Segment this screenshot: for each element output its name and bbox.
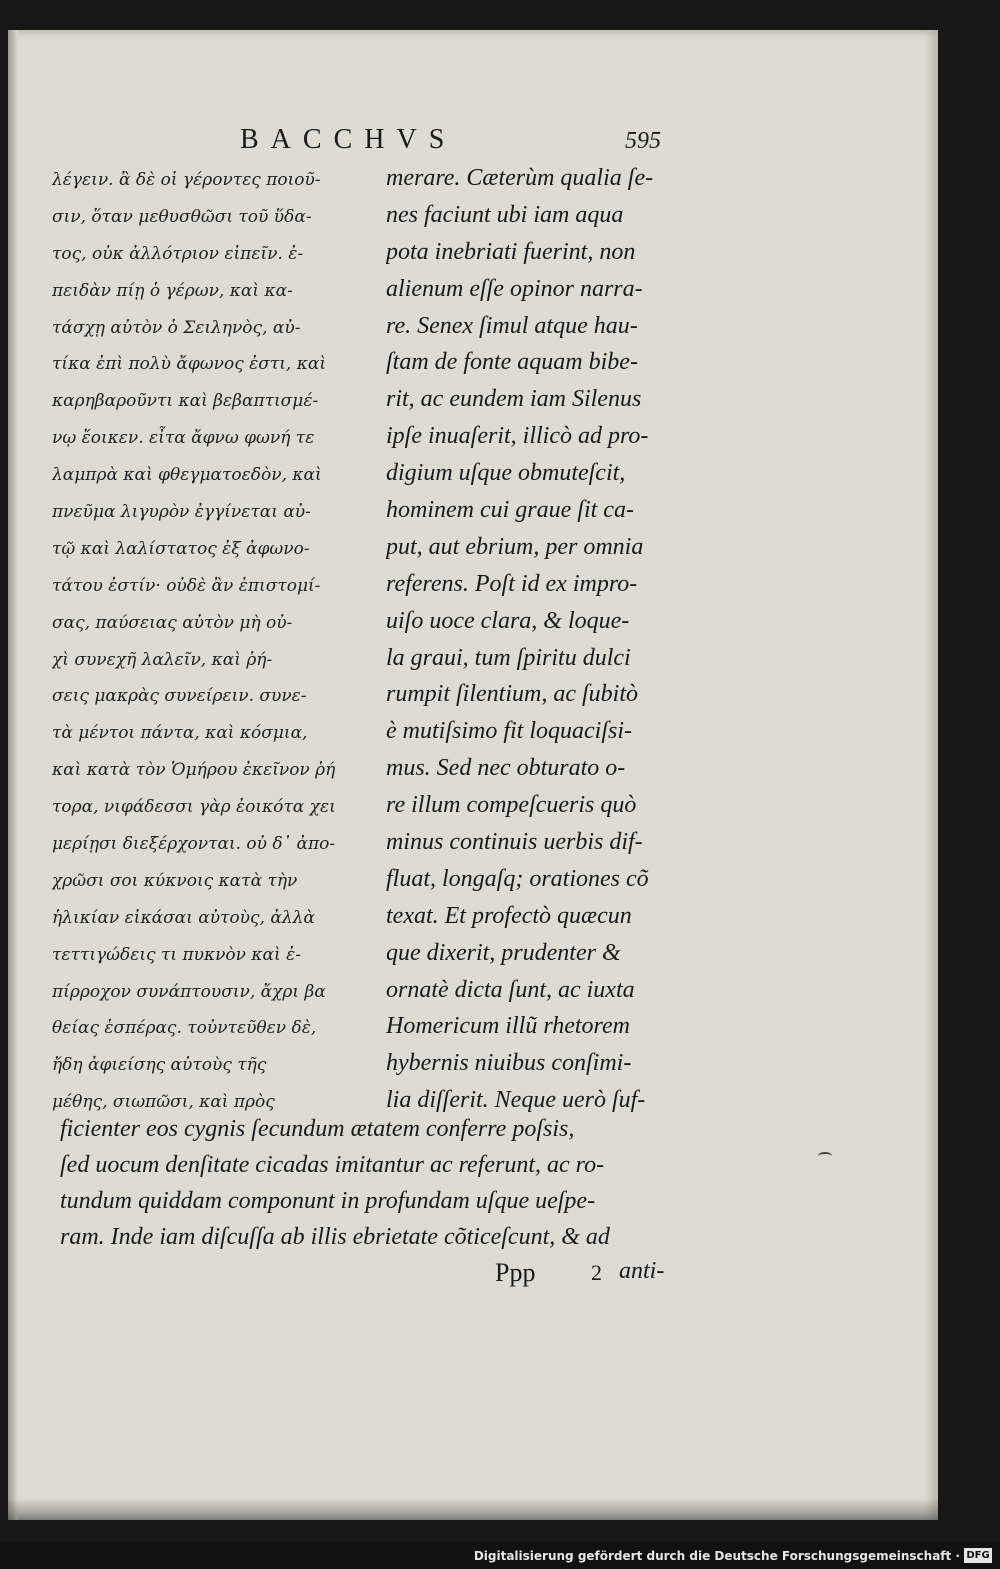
page-bottom-shadow: [8, 1498, 938, 1520]
greek-text-line: τάσχῃ αὐτὸν ὁ Σειληνὸς, αὐ-: [52, 317, 301, 338]
latin-text-line: re. Senex ſimul atque hau-: [386, 312, 638, 339]
latin-text-line: fluat, longaſq; orationes cõ: [386, 865, 649, 892]
greek-text-line: λέγειν. ἃ δὲ οἱ γέροντες ποιοῦ-: [52, 170, 321, 190]
greek-text-line: σας, παύσειας αὐτὸν μὴ οὐ-: [52, 612, 293, 633]
greek-text-line: μερίῃσι διεξέρχονται. οὐ δ᾽ ἀπο-: [52, 834, 336, 855]
latin-text-line: hominem cui graue ſit ca-: [386, 497, 634, 524]
greek-text-line: θείας ἑσπέρας. τοὐντεῦθεν δὲ,: [52, 1018, 317, 1039]
page-header: [230, 124, 730, 164]
greek-text-line: τῷ καὶ λαλίστατος ἐξ ἀφωνο-: [52, 538, 310, 559]
full-width-text-line: tundum quiddam componunt in profundam uſque ueſpe-: [60, 1188, 596, 1214]
latin-text-line: lia diſſerit. Neque uerò ſuf-: [386, 1087, 646, 1114]
dfg-logo: DFG: [964, 1548, 992, 1563]
latin-text-line: alienum eſſe opinor narra-: [386, 275, 643, 302]
latin-text-line: rumpit ſilentium, ac ſubitò: [386, 681, 638, 708]
greek-text-line: πίρροχον συνάπτουσιν, ἄχρι βα: [52, 981, 326, 1002]
latin-text-line: referens. Poſt id ex impro-: [386, 570, 638, 597]
latin-text-line: è mutiſsimo fit loquaciſsi-: [386, 718, 632, 745]
latin-text-line: pota inebriati fuerint, non: [386, 238, 636, 265]
latin-text-line: mus. Sed nec obturato o-: [386, 755, 626, 782]
greek-text-line: μέθης, σιωπῶσι, καὶ πρὸς: [52, 1092, 275, 1113]
greek-text-line: σεις μακρὰς συνείρειν. συνε-: [52, 686, 307, 707]
latin-text-line: uiſo uoce clara, & loque-: [386, 607, 630, 634]
latin-text-line: Homericum illũ rhetorem: [386, 1013, 630, 1040]
greek-text-line: τίκα ἐπὶ πολὺ ἄφωνος ἐστι, καὶ: [52, 354, 327, 375]
greek-text-line: καρηβαροῦντι καὶ βεβαπτισμέ-: [52, 391, 319, 412]
greek-text-line: καὶ κατὰ τὸν Ὁμήρου ἐκεῖνον ῥή: [52, 760, 336, 781]
page-number: 595: [625, 128, 661, 154]
greek-text-line: χρῶσι σοι κύκνοις κατὰ τὴν: [52, 870, 298, 891]
latin-text-line: texat. Et profectò quæcun: [386, 902, 632, 929]
latin-text-line: rit, ac eundem iam Silenus: [386, 386, 642, 413]
latin-text-column: [386, 160, 706, 1119]
latin-text-line: put, aut ebrium, per omnia: [386, 533, 644, 560]
page-footer: [495, 1258, 715, 1298]
full-width-text-line: ficienter eos cygnis ſecundum ætatem conferre poſsis,: [60, 1116, 575, 1142]
latin-text-line: hybernis niuibus conſimi-: [386, 1050, 632, 1077]
latin-text-line: merare. Cæterùm qualia ſe-: [386, 165, 654, 191]
greek-text-line: λαμπρὰ καὶ φθεγματοεδὸν, καὶ: [52, 465, 322, 486]
latin-text-line: ipſe inuaſerit, illicò ad pro-: [386, 423, 649, 450]
greek-text-line: νῳ ἔοικεν. εἶτα ἄφνω φωνή τε: [52, 428, 315, 449]
latin-text-line: ornatè dicta ſunt, ac iuxta: [386, 976, 635, 1003]
page-gutter-edge: [8, 30, 18, 1520]
catchword: anti-: [619, 1258, 665, 1284]
signature-number: 2: [591, 1260, 602, 1285]
greek-text-line: πειδὰν πίῃ ὁ γέρων, καὶ κα-: [52, 280, 293, 301]
latin-text-line: minus continuis uerbis dif-: [386, 829, 643, 856]
greek-text-line: σιν, ὅταν μεθυσθῶσι τοῦ ὕδα-: [52, 206, 312, 227]
digitization-notice: Digitalisierung gefördert durch die Deutsche Forschungsgemeinschaft ·: [473, 1549, 960, 1563]
greek-text-line: τορα, νιφάδεσσι γὰρ ἐοικότα χει: [52, 797, 336, 818]
running-head: BACCHVS: [240, 124, 457, 155]
signature-mark: Ppp: [495, 1258, 536, 1287]
greek-text-line: τος, οὐκ ἀλλότριον εἰπεῖν. ἐ-: [52, 243, 304, 264]
latin-text-line: que dixerit, prudenter &: [386, 939, 621, 966]
ink-speck: [818, 1152, 832, 1160]
latin-text-line: la graui, tum ſpiritu dulci: [386, 644, 631, 671]
full-width-text-line: ram. Inde iam diſcuſſa ab illis ebrietate cõticeſcunt, & ad: [60, 1224, 610, 1250]
latin-text-line: nes faciunt ubi iam aqua: [386, 201, 624, 228]
greek-text-line: χὶ συνεχῆ λαλεῖν, καὶ ῥή-: [52, 649, 273, 670]
greek-text-column: [52, 162, 372, 1121]
digitization-bar: [0, 1541, 1000, 1569]
greek-text-line: ἤδη ἀφιείσης αὐτοὺς τῆς: [52, 1055, 267, 1076]
latin-text-line: re illum compeſcueris quò: [386, 792, 637, 819]
latin-text-line: ſtam de fonte aquam bibe-: [386, 349, 638, 376]
full-width-text-line: ſed uocum denſitate cicadas imitantur ac referunt, ac ro-: [60, 1152, 605, 1178]
latin-text-line: digium uſque obmuteſcit,: [386, 460, 626, 487]
greek-text-line: τάτου ἐστίν· οὐδὲ ἂν ἐπιστομί-: [52, 575, 321, 596]
greek-text-line: πνεῦμα λιγυρὸν ἐγγίνεται αὐ-: [52, 502, 311, 523]
greek-text-line: τεττιγώδεις τι πυκνὸν καὶ ἐ-: [52, 944, 301, 965]
greek-text-line: τὰ μέντοι πάντα, καὶ κόσμια,: [52, 723, 308, 744]
full-width-text-block: [60, 1111, 710, 1255]
greek-text-line: ἡλικίαν εἰκάσαι αὐτοὺς, ἀλλὰ: [52, 907, 315, 928]
